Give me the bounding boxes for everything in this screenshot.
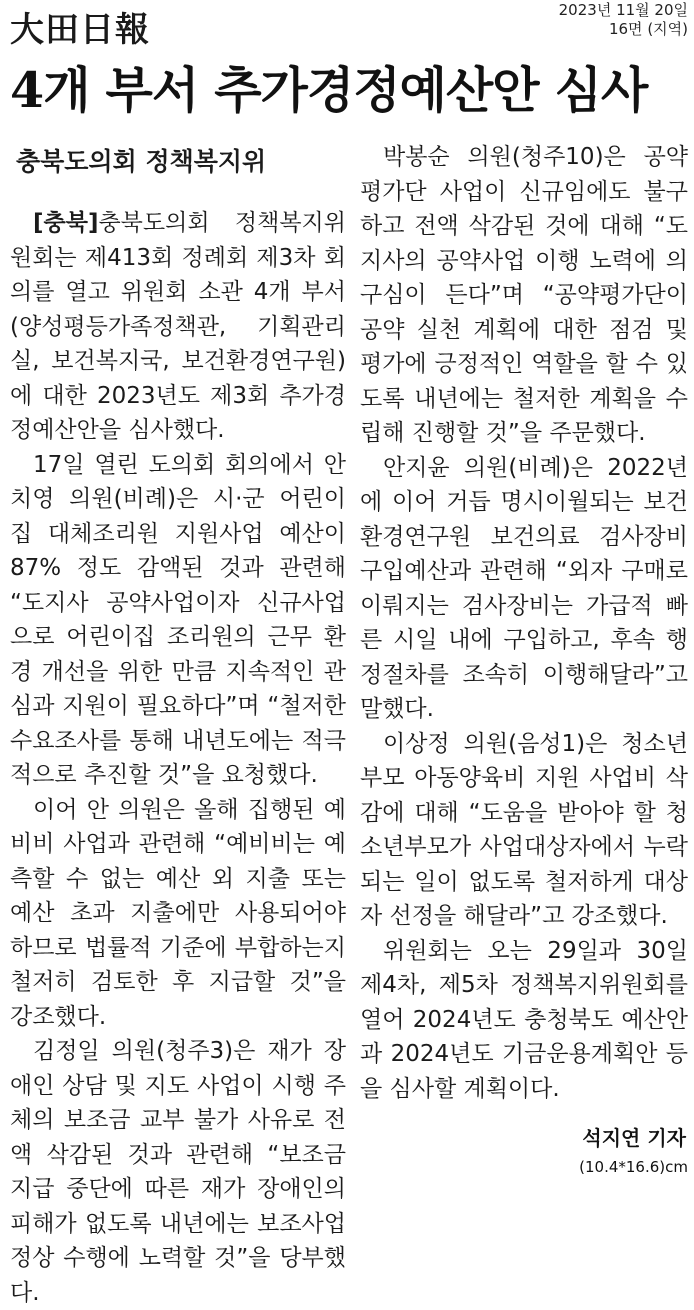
issue-date: 2023년 11월 20일 xyxy=(558,1,688,19)
article-paragraph: 김정일 의원(청주3)은 재가 장애인 상담 및 지도 사업이 시행 주체의 보조금 교부 불가 사유로 전액 삭감된 것과 관련해 “보조금 지급 중단에 따른 재가 장애인의 피해가 없도록 내년에는 보조사업 정상 수행에 노력할 것”을 당부했다. xyxy=(10,1038,346,1306)
article-paragraph: [충북]충북도의회 정책복지위원회는 제413회 정례회 제3차 회의를 열고 위원회 소관 4개 부서(양성평등가족정책관, 기획관리실, 보건복지국, 보건환경연구원)에 대한 2023년도 제3회 추가경정예산안을 심사했다. xyxy=(10,210,346,443)
issue-meta xyxy=(559,1,688,39)
newspaper-masthead: 大田日報 xyxy=(10,10,150,50)
article-subhead: 충북도의회 정책복지위 xyxy=(16,147,267,176)
article-column-left xyxy=(10,136,346,1310)
page-section: 16면 (지역) xyxy=(608,20,688,38)
article-paragraph: 17일 열린 도의회 회의에서 안치영 의원(비례)은 시·군 어린이집 대체조리원 지원사업 예산이 87% 정도 감액된 것과 관련해 “도지사 공약사업이자 신규사업으로 어린이집 조리원의 근무 환경 개선을 위한 만큼 지속적인 관심과 지원이 필요하다”며 “철저한 수요조사를 통해 내년도에는 적극적으로 추진할 것”을 요청했다. xyxy=(10,451,346,788)
article-column-right xyxy=(360,140,688,1106)
reporter-byline: 석지연 기자 xyxy=(582,1126,686,1150)
article-paragraph: 이상정 의원(음성1)은 청소년부모 아동양육비 지원 사업비 삭감에 대해 “도움을 받아야 할 청소년부모가 사업대상자에서 누락되는 일이 없도록 철저하게 대상자 선정을 해달라”고 강조했다. xyxy=(360,730,688,929)
clipping-size: (10.4*16.6)cm xyxy=(579,1158,688,1176)
article-paragraph: 박봉순 의원(청주10)은 공약평가단 사업이 신규임에도 불구하고 전액 삭감된 것에 대해 “도지사의 공약사업 이행 노력에 의구심이 든다”며 “공약평가단이 공약 실천 계획에 대한 점검 및 평가에 긍정적인 역할을 할 수 있도록 내년에는 철저한 계획을 수립해 진행할 것”을 주문했다. xyxy=(360,144,688,446)
article-headline: 4개 부서 추가경정예산안 심사 xyxy=(10,61,648,119)
region-tag: [충북] xyxy=(33,210,99,236)
article-paragraph: 위원회는 오는 29일과 30일 제4차, 제5차 정책복지위원회를 열어 2024년도 충청북도 예산안과 2024년도 기금운용계획안 등을 심사할 계획이다. xyxy=(360,937,688,1102)
article-paragraph: 안지윤 의원(비례)은 2022년에 이어 거듭 명시이월되는 보건환경연구원 보건의료 검사장비 구입예산과 관련해 “외자 구매로 이뤄지는 검사장비는 가급적 빠른 시일 내에 구입하고, 후속 행정절차를 조속히 이행해달라”고 말했다. xyxy=(360,454,688,722)
article-paragraph: 이어 안 의원은 올해 집행된 예비비 사업과 관련해 “예비비는 예측할 수 없는 예산 외 지출 또는 예산 초과 지출에만 사용되어야 하므로 법률적 기준에 부합하는지 철저히 검토한 후 지급할 것”을 강조했다. xyxy=(10,796,346,1030)
